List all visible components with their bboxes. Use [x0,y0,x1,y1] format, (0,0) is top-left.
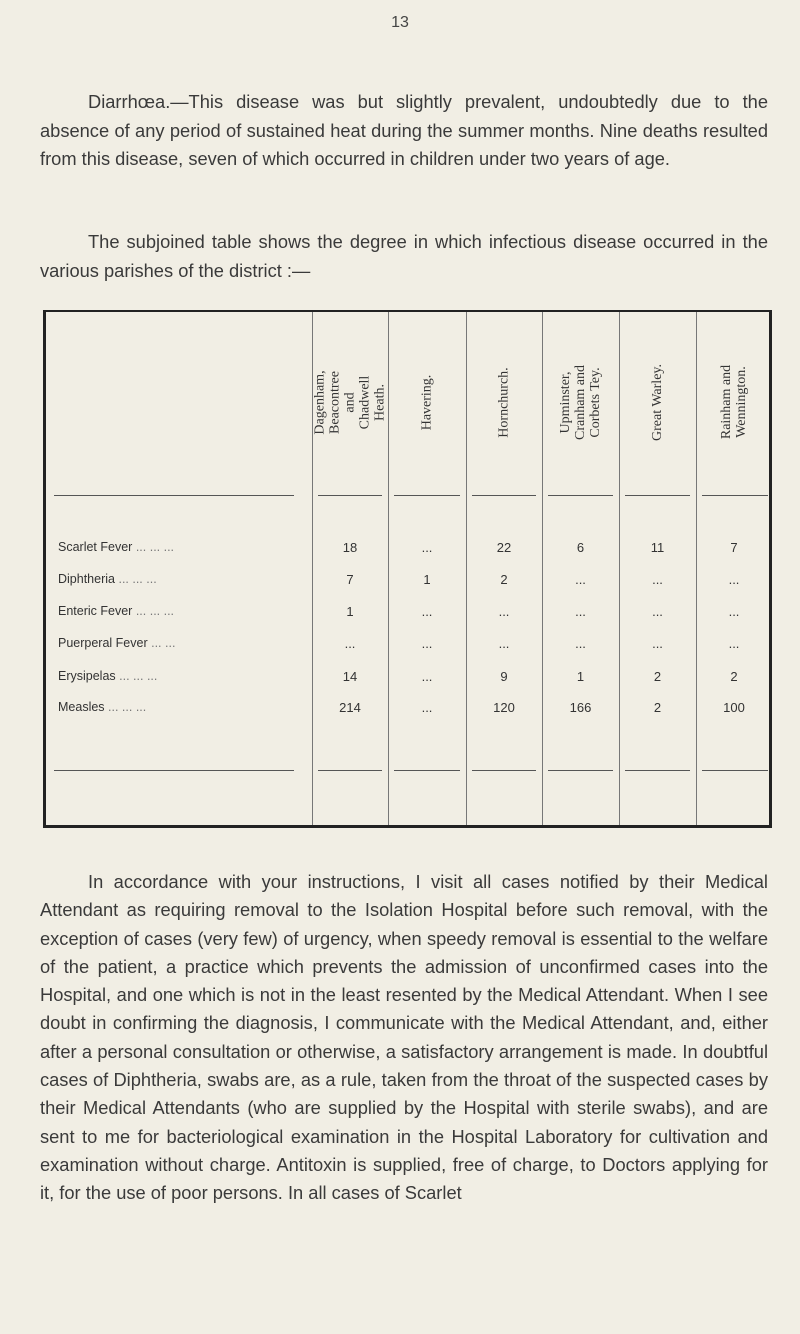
header-rule [472,495,536,496]
paragraph-diarrhoea [40,88,768,174]
paragraph-diarrhoea-text: Diarrhœa.—This disease was but slightly prevalent, undoubtedly due to the absence of any period of sustained heat during the summer months. Nine deaths resulted from this disease, seven of which occurred in children under two years of age. [40,91,768,169]
table-cell: 214 [339,700,361,715]
footer-rule [318,770,382,771]
table-cell: ... [652,572,663,587]
column-header-hornchurch [466,312,542,492]
page-number: 13 [391,14,409,31]
table-cell: 166 [569,700,592,715]
table-cell: ... [421,700,433,715]
leader-dots: ... ... ... [135,540,175,554]
footer-rule [625,770,690,771]
table-cell: ... [421,540,433,555]
header-rule [54,495,294,496]
column-header-upminster [542,312,619,492]
footer-rule [548,770,613,771]
table-cell: ... [421,604,433,619]
row-label-diphtheria [58,572,320,586]
column-header-label: Hornchurch. [496,366,512,438]
table-cell: 2 [653,669,662,684]
leader-dots: ... ... ... [118,572,157,586]
header-rule [702,495,768,496]
paragraph-table-intro [40,228,768,285]
table-cell: ... [575,636,586,651]
column-header-great-warley [619,312,696,492]
table-cell: 7 [346,572,354,587]
leader-dots: ... ... ... [135,604,175,618]
table-cell: ... [498,636,510,651]
footer-rule [54,770,294,771]
table-cell: 2 [500,572,508,587]
column-header-havering [388,312,466,492]
row-label-text: Measles [58,700,105,714]
table-cell: 9 [500,669,508,684]
table-cell: 14 [342,669,358,684]
table-cell: ... [652,636,663,651]
table-cell: ... [728,604,740,619]
row-label-text: Erysipelas [58,669,116,683]
header-rule [548,495,613,496]
header-rule [318,495,382,496]
header-rule [394,495,460,496]
footer-rule [702,770,768,771]
row-label-text: Diphtheria [58,572,115,586]
row-label-puerperal-fever [58,636,320,650]
footer-rule [472,770,536,771]
table-cell: 1 [346,604,354,619]
table-cell: 2 [653,700,662,715]
table-cell: 1 [423,572,431,587]
row-label-text: Enteric Fever [58,604,133,618]
table-cell: 2 [730,669,738,684]
row-label-measles [58,700,320,714]
row-label-erysipelas [58,669,320,683]
table-cell: ... [575,572,586,587]
leader-dots: ... ... [151,636,176,650]
row-label-text: Scarlet Fever [58,540,133,554]
column-header-rainham [696,312,772,492]
table-cell: 100 [723,700,745,715]
table-cell: 120 [493,700,515,715]
footer-rule [394,770,460,771]
paragraph-instructions [40,868,768,1208]
table-cell: ... [728,636,740,651]
column-header-label: Great Warley. [650,363,665,441]
table-cell: 1 [576,669,585,684]
paragraph-instructions-text: In accordance with your instructions, I visit all cases notified by their Medical Attendant as requiring removal to the Isolation Hospital before such removal, with the exception of cases (very few) of urgency, when speedy removal is essential to the welfare of the patient, a practice which prevents the admission of unconfirmed cases into the Hospital, and one which is not in the least resented by the Medical Attendant. When I see doubt in confirming the diagnosis, I communicate with the Medical Attendant, and, either after a personal consultation or otherwise, a satisfactory arrangement is made. In doubtful cases of Diphtheria, swabs are, as a rule, taken from the throat of the suspected cases by their Medical Attendants (who are supplied by the Hospital with sterile swabs), and are sent to me for bacteriological examination in the Hospital Laboratory for cultivation and examination without charge. Antitoxin is supplied, free of charge, to Doctors applying for it, for the use of poor persons. In all cases of Scarlet [40,871,768,1204]
row-label-scarlet-fever [58,540,320,554]
table-cell: 6 [576,540,585,555]
column-header-dagenham [312,312,388,492]
column-header-label: Havering. [419,374,435,430]
table-cell: ... [498,604,510,619]
column-header-label: Upminster, Cranham and Corbets Tey. [558,364,603,440]
table-cell: 7 [730,540,738,555]
table-cell: ... [652,604,663,619]
leader-dots: ... ... ... [108,700,147,714]
table-cell: ... [421,669,433,684]
column-header-label: Dagenham, Beacontree and Chadwell Heath. [312,369,388,435]
table-cell: ... [575,604,586,619]
table-cell: 18 [342,540,358,555]
row-label-text: Puerperal Fever [58,636,148,650]
leader-dots: ... ... ... [119,669,158,683]
table-cell: ... [344,636,356,651]
infectious-disease-table [43,310,772,828]
table-cell: 22 [496,540,512,555]
header-rule [625,495,690,496]
paragraph-table-intro-text: The subjoined table shows the degree in which infectious disease occurred in the various parishes of the district :— [40,231,768,281]
column-header-label: Rainham and Wennington. [718,364,749,440]
table-cell: 11 [650,540,665,555]
table-cell: ... [728,572,740,587]
row-label-enteric-fever [58,604,320,618]
table-cell: ... [421,636,433,651]
